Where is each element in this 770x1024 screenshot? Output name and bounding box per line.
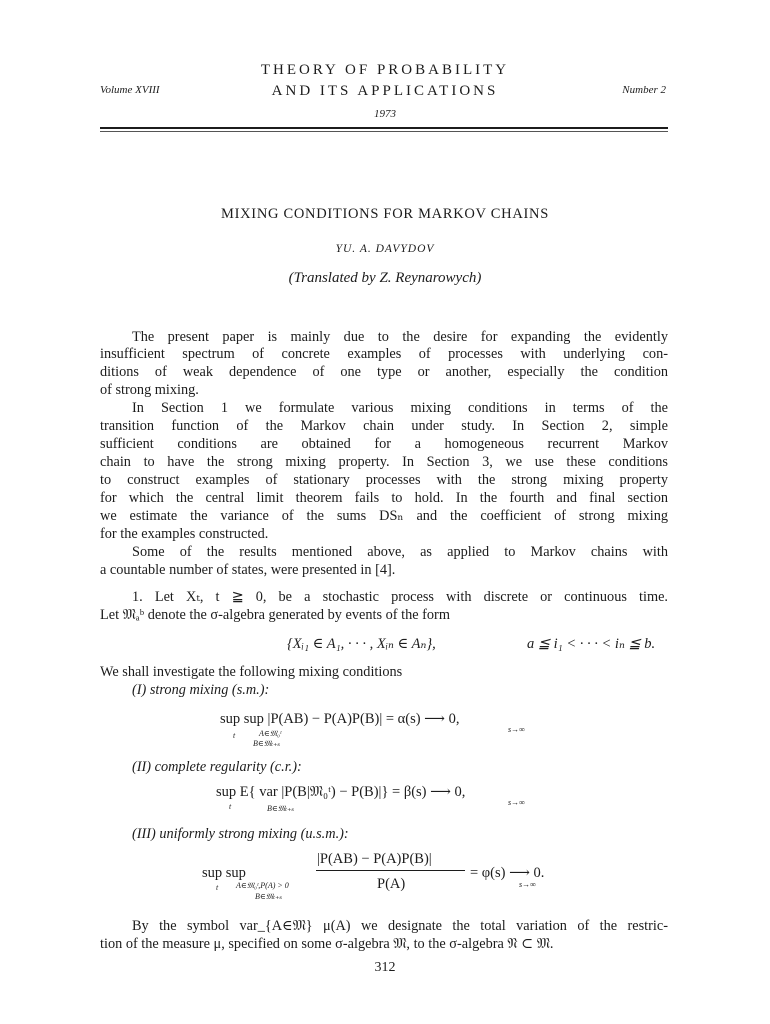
- article-translator: (Translated by Z. Reynarowych): [288, 270, 482, 286]
- body-line: In Section 1 we formulate various mixing conditions in terms of the: [132, 400, 668, 416]
- body-line: insufficient spectrum of concrete examples of processes with underlying con-: [100, 346, 668, 362]
- body-line: for the examples constructed.: [100, 526, 269, 542]
- body-line: chain to have the strong mixing property. In Section 3, we use these conditions: [100, 454, 668, 470]
- section-1-line: 1. Let Xₜ, t ≧ 0, be a stochastic process with discrete or continuous time.: [132, 589, 668, 605]
- header-rule: [100, 127, 668, 129]
- journal-title-line1: THEORY OF PROBABILITY: [260, 62, 510, 78]
- body-line: transition function of the Markov chain under study. In Section 2, simple: [100, 418, 668, 434]
- usm-limit: s→∞: [519, 880, 536, 889]
- usm-sub-b: B∈𝔐ₜ₊ₛ: [255, 892, 283, 901]
- events-formula: {Xᵢ₁ ∈ A₁, · · · , Xᵢₙ ∈ Aₙ},: [287, 636, 436, 652]
- body-line: ditions of weak dependence of one type or another, especially the condition: [100, 364, 668, 380]
- article-title: MIXING CONDITIONS FOR MARKOV CHAINS: [221, 206, 549, 222]
- volume-label: Volume XVIII: [100, 84, 160, 96]
- usm-sub-t: t: [216, 883, 219, 892]
- condition-sm-label: (I) strong mixing (s.m.):: [132, 682, 270, 698]
- condition-cr-label: (II) complete regularity (c.r.):: [132, 759, 302, 775]
- body-line: Let 𝔐ₐᵇ denote the σ-algebra generated by events of the form: [100, 607, 450, 623]
- body-line: for which the central limit theorem fails to hold. In the fourth and final section: [100, 490, 668, 506]
- cr-sub-b: B∈𝔐ₜ₊ₛ: [267, 804, 295, 813]
- usm-sub-a: A∈𝔐₀ᵗ,P(A) > 0: [236, 881, 289, 890]
- cr-limit: s→∞: [508, 798, 525, 807]
- issue-number: Number 2: [622, 84, 666, 96]
- cr-formula: sup E{ var |P(B|𝔐₀ᵗ) − P(B)|} = β(s) ⟶ 0,: [216, 784, 466, 800]
- usm-sup: sup sup: [202, 865, 246, 881]
- usm-numerator: |P(AB) − P(A)P(B)|: [317, 851, 432, 867]
- usm-fraction-bar: [316, 870, 465, 871]
- sm-limit: s→∞: [508, 725, 525, 734]
- condition-usm-label: (III) uniformly strong mixing (u.s.m.):: [132, 826, 349, 842]
- usm-denominator: P(A): [377, 876, 406, 892]
- journal-title-line2: AND ITS APPLICATIONS: [271, 83, 499, 99]
- body-line: to construct examples of stationary processes with the strong mixing property: [100, 472, 668, 488]
- body-line: Some of the results mentioned above, as applied to Markov chains with: [132, 544, 668, 560]
- body-line: sufficient conditions are obtained for a homogeneous recurrent Markov: [100, 436, 668, 452]
- body-line: a countable number of states, were presented in [4].: [100, 562, 396, 578]
- body-line: The present paper is mainly due to the desire for expanding the evidently: [132, 329, 668, 345]
- body-line: By the symbol var_{A∈𝔐} μ(A) we designate the total variation of the restric-: [132, 918, 668, 934]
- cr-sub-t: t: [229, 802, 232, 811]
- body-line: of strong mixing.: [100, 382, 199, 398]
- header-rule-secondary: [100, 131, 668, 132]
- body-line: tion of the measure μ, specified on some σ-algebra 𝔐, to the σ-algebra 𝔑 ⊂ 𝔐.: [100, 936, 554, 952]
- sm-sub-t: t: [233, 731, 236, 740]
- body-line: we estimate the variance of the sums DSₙ and the coefficient of strong mixing: [100, 508, 668, 524]
- usm-rhs: = φ(s) ⟶ 0.: [470, 865, 545, 881]
- body-line: We shall investigate the following mixing conditions: [100, 664, 403, 680]
- publication-year: 1973: [374, 108, 396, 120]
- article-author: YU. A. DAVYDOV: [335, 243, 435, 255]
- sm-formula: sup sup |P(AB) − P(A)P(B)| = α(s) ⟶ 0,: [220, 711, 460, 727]
- sm-sub-b: B∈𝔐ₜ₊ₛ: [253, 739, 281, 748]
- page-number: 312: [374, 960, 396, 975]
- events-condition: a ≦ i₁ < · · · < iₙ ≦ b.: [527, 636, 656, 652]
- sm-sub-a: A∈𝔐₀ᵗ: [259, 729, 282, 738]
